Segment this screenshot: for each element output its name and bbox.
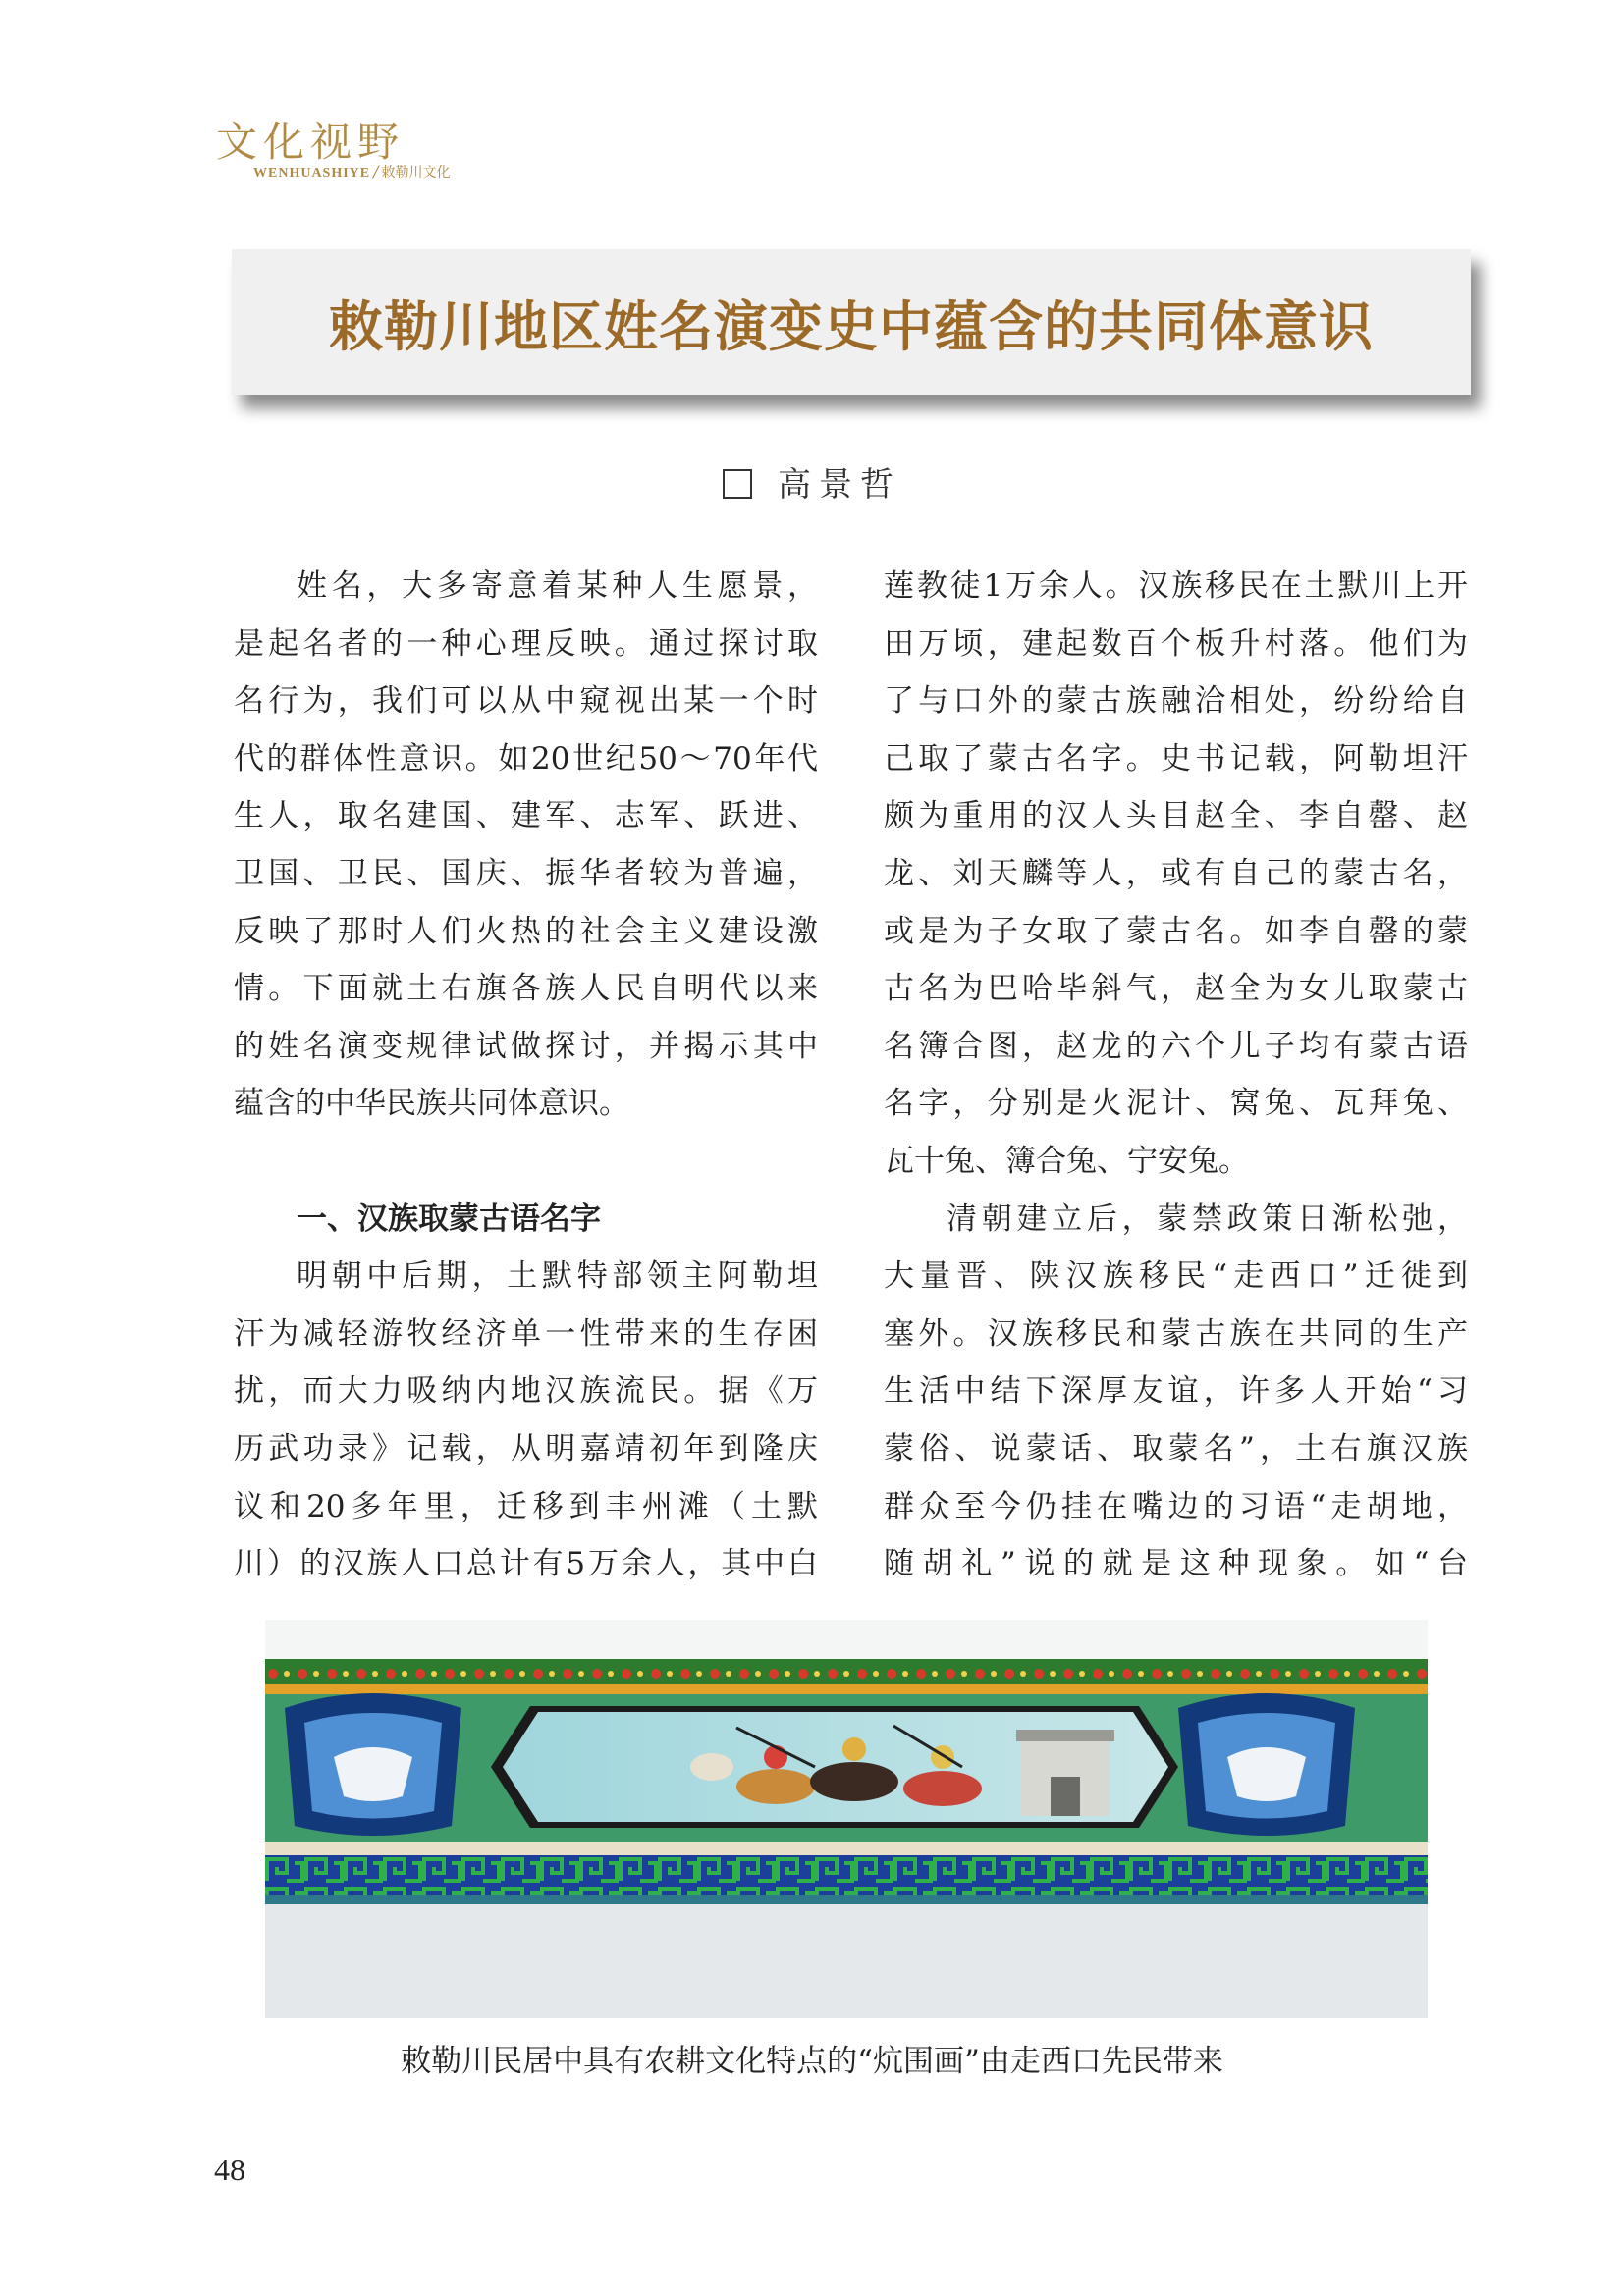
section-sub-label: 敕勒川文化: [381, 165, 451, 181]
section-title: 文化视野: [216, 118, 406, 166]
text-line: 情。下面就土右旗各族人民自明代以来: [234, 971, 818, 1007]
text-line: 卫国、卫民、国庆、振华者较为普遍，: [234, 855, 818, 891]
text-line: 川）的汉族人口总计有5万余人，其中白: [234, 1546, 818, 1582]
text-line: 莲教徒1万余人。汉族移民在土默川上开: [884, 568, 1468, 604]
text-line: 清朝建立后，蒙禁政策日渐松弛，: [947, 1201, 1468, 1237]
text-line: 蒙俗、说蒙话、取蒙名”，土右旗汉族: [884, 1430, 1468, 1467]
text-line: 大量晋、陕汉族移民“走西口”迁徙到: [884, 1258, 1468, 1295]
article-title-box: [232, 249, 1471, 395]
text-line: 明朝中后期，土默特部领主阿勒坦: [297, 1258, 818, 1295]
article-title: 敕勒川地区姓名演变史中蕴含的共同体意识: [328, 294, 1374, 358]
right-paragraph-2: [884, 1191, 1468, 1593]
text-line: 扰，而大力吸纳内地汉族流民。据《万: [234, 1373, 818, 1410]
text-line: 瓦十兔、簿合兔、宁安兔。: [884, 1143, 1249, 1179]
text-line: 己取了蒙古名字。史书记载，阿勒坦汗: [884, 740, 1468, 776]
text-line: 了与口外的蒙古族融洽相处，纷纷给自: [884, 683, 1468, 720]
text-line: 龙、刘天麟等人，或有自己的蒙古名，: [884, 855, 1468, 891]
text-line: 历武功录》记载，从明嘉靖初年到隆庆: [234, 1430, 818, 1467]
kang-mural-image: [265, 1620, 1428, 2018]
text-line: 议和20多年里，迁移到丰州滩（土默: [234, 1488, 818, 1524]
figure-caption: 敕勒川民居中具有农耕文化特点的“炕围画”由走西口先民带来: [401, 2044, 1223, 2079]
text-line: 代的群体性意识。如20世纪50～70年代: [234, 740, 818, 776]
text-line: 汗为减轻游牧经济单一性带来的生存困: [234, 1315, 818, 1352]
text-line: 随胡礼”说的就是这种现象。如“台: [884, 1546, 1468, 1582]
text-line: 古名为巴哈毕斜气，赵全为女儿取蒙古: [884, 971, 1468, 1007]
text-line: 颇为重用的汉人头目赵全、李自罄、赵: [884, 798, 1468, 834]
text-line: 塞外。汉族移民和蒙古族在共同的生产: [884, 1315, 1468, 1352]
author-line: [0, 457, 1624, 506]
text-line: 名行为，我们可以从中窥视出某一个时: [234, 683, 818, 720]
text-line: 群众至今仍挂在嘴边的习语“走胡地，: [884, 1488, 1468, 1524]
left-column: [234, 558, 818, 1593]
text-line: 田万顷，建起数百个板升村落。他们为: [884, 625, 1468, 662]
section-heading: 一、汉族取蒙古语名字: [297, 1201, 601, 1237]
section-slash: /: [373, 162, 379, 181]
left-paragraph-2: [234, 1248, 818, 1593]
left-paragraph-1: [234, 558, 818, 1133]
text-line: 生人，取名建国、建军、志军、跃进、: [234, 798, 818, 834]
text-line: 生活中结下深厚友谊，许多人开始“习: [884, 1373, 1468, 1410]
author-box-icon: [723, 469, 752, 499]
text-line: 反映了那时人们火热的社会主义建设激: [234, 913, 818, 949]
right-paragraph-1: [884, 558, 1468, 1191]
section-subtitle: [253, 162, 451, 182]
text-line: 蕴含的中华民族共同体意识。: [234, 1086, 629, 1122]
text-line: 名字，分别是火泥计、窝兔、瓦拜兔、: [884, 1086, 1468, 1122]
text-line: 的姓名演变规律试做探讨，并揭示其中: [234, 1028, 818, 1064]
text-line: 姓名，大多寄意着某种人生愿景，: [297, 568, 818, 604]
right-column: [884, 558, 1468, 1593]
text-line: 名簿合图，赵龙的六个儿子均有蒙古语: [884, 1028, 1468, 1064]
page-number: 48: [214, 2152, 245, 2187]
section-pinyin: WENHUASHIYE: [253, 166, 371, 181]
author-name: 高景哲: [778, 465, 901, 505]
text-line: 或是为子女取了蒙古名。如李自罄的蒙: [884, 913, 1468, 949]
text-line: 是起名者的一种心理反映。通过探讨取: [234, 625, 818, 662]
